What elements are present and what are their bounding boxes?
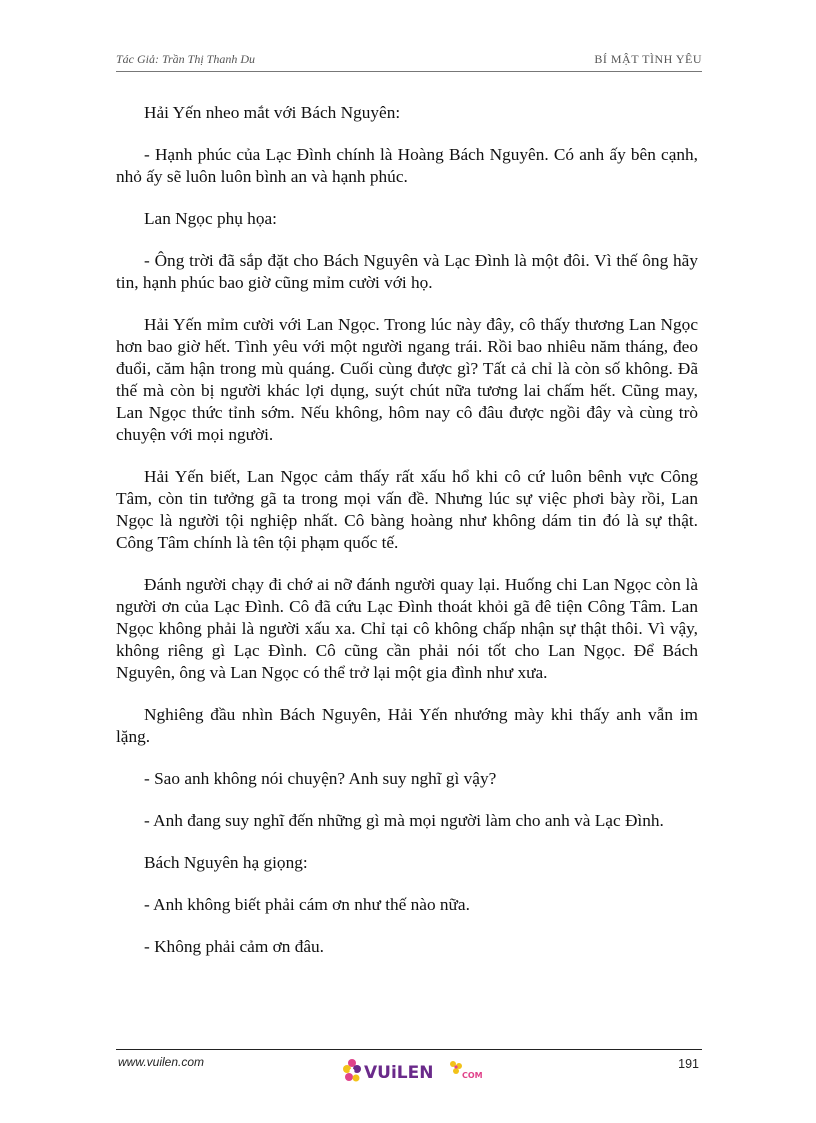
- vuilen-logo[interactable]: [340, 1052, 490, 1092]
- page-body: [116, 102, 698, 978]
- logo-suffix: COM: [462, 1071, 483, 1080]
- paragraph: - Ông trời đã sắp đặt cho Bách Nguyên và Lạc Đình là một đôi. Vì thế ông hãy tin, hạnh phúc bao giờ cũng mỉm cười với họ.: [116, 251, 698, 292]
- paragraph: Hải Yến nheo mắt với Bách Nguyên:: [144, 103, 401, 122]
- paragraph: Bách Nguyên hạ giọng:: [144, 853, 308, 872]
- paragraph: - Sao anh không nói chuyện? Anh suy nghĩ gì vậy?: [144, 769, 497, 788]
- flower-icon: [343, 1059, 361, 1082]
- page-number: 191: [678, 1057, 699, 1071]
- paragraph: Nghiêng đầu nhìn Bách Nguyên, Hải Yến nhướng mày khi thấy anh vẫn im lặng.: [116, 705, 698, 746]
- footer-url[interactable]: www.vuilen.com: [118, 1055, 205, 1069]
- footer-divider: [116, 1049, 702, 1050]
- header-divider: [116, 71, 702, 72]
- logo-text: VUiLEN: [364, 1063, 434, 1083]
- star-icon: [450, 1061, 462, 1074]
- paragraph: - Không phải cảm ơn đâu.: [144, 937, 324, 956]
- paragraph: Đánh người chạy đi chớ ai nỡ đánh người quay lại. Huống chi Lan Ngọc còn là người ơn của Lạc Đình. Cô đã cứu Lạc Đình thoát khỏi gã đê tiện Công Tâm. Lan Ngọc không phải là người xấu xa. Chỉ tại cô không chấp nhận sự thật thôi. Vì vậy, không riêng gì Lạc Đình. Cô cũng cần phải nói tốt cho Lan Ngọc. Để Bách Nguyên, ông và Lan Ngọc có thể trở lại một gia đình như xưa.: [116, 575, 698, 682]
- paragraph: - Hạnh phúc của Lạc Đình chính là Hoàng Bách Nguyên. Có anh ấy bên cạnh, nhỏ ấy sẽ luôn luôn bình an và hạnh phúc.: [116, 145, 698, 186]
- paragraph: - Anh đang suy nghĩ đến những gì mà mọi người làm cho anh và Lạc Đình.: [144, 811, 664, 830]
- author-line: Tác Giả: Trần Thị Thanh Du: [116, 52, 256, 66]
- paragraph: Hải Yến biết, Lan Ngọc cảm thấy rất xấu hổ khi cô cứ luôn bênh vực Công Tâm, còn tin tưởng gã ta trong mọi vấn đề. Nhưng lúc sự việc phơi bày rồi, Lan Ngọc là người tội nghiệp nhất. Cô bàng hoàng như không dám tin đó là sự thật. Công Tâm chính là tên tội phạm quốc tế.: [116, 467, 698, 552]
- paragraph: - Anh không biết phải cám ơn như thế nào nữa.: [144, 895, 470, 914]
- page-header: [116, 52, 702, 72]
- paragraph: Lan Ngọc phụ họa:: [144, 209, 277, 228]
- book-title: BÍ MẬT TÌNH YÊU: [594, 52, 702, 66]
- paragraph: Hải Yến mỉm cười với Lan Ngọc. Trong lúc này đây, cô thấy thương Lan Ngọc hơn bao giờ hết. Tình yêu với một người ngang trái. Rồi bao nhiêu năm tháng, đeo đuổi, căm hận trong mù quáng. Cuối cùng được gì? Tất cả chỉ là còn số không. Đã thế mà còn bị người khác lợi dụng, suýt chút nữa tương lai chấm hết. Cũng may, Lan Ngọc thức tỉnh sớm. Nếu không, hôm nay cô đâu được ngồi đây và cùng trò chuyện với mọi người.: [116, 315, 698, 444]
- vuilen-logo-graphic: [340, 1052, 490, 1092]
